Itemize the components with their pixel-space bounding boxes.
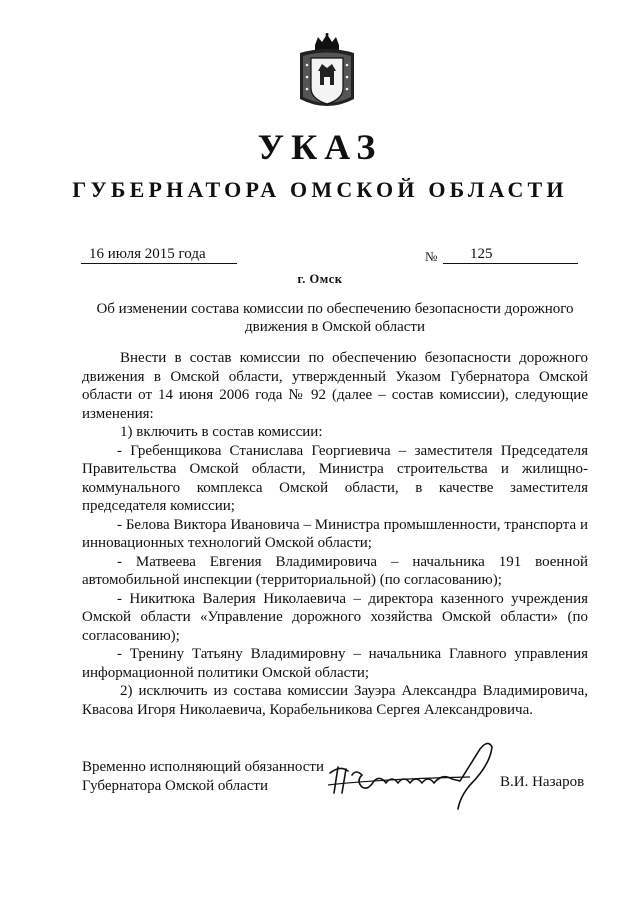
body-paragraph: 1) включить в состав комиссии: — [120, 424, 323, 440]
document-number: 125 — [470, 246, 493, 262]
body-paragraph: Внести в состав комиссии по обеспечению безопасности дорожного движения в Омской области, утвержденный Указом Губернатора Омской области от 14 июня 2006 года № 92 (далее – состав комиссии), следующие изменения: — [82, 350, 588, 422]
signatory-name: В.И. Назаров — [500, 774, 585, 790]
signatory-title — [82, 758, 324, 796]
body-paragraph: - Белова Виктора Ивановича – Министра промышленности, транспорта и инновационных технологий Омской области; — [82, 516, 588, 551]
document-subtitle: ГУБЕРНАТОРА ОМСКОЙ ОБЛАСТИ — [72, 177, 568, 202]
number-field — [443, 246, 578, 264]
document-title: УКАЗ — [257, 127, 383, 167]
document-body — [82, 349, 588, 719]
document-date: 16 июля 2015 года — [89, 246, 206, 262]
body-paragraph: - Гребенщикова Станислава Георгиевича – заместителя Председателя Правительства Омской области, Министра строительства и жилищно-коммунального комплекса Омской области, в качестве заместителя председателя комиссии; — [82, 442, 588, 514]
date-field — [81, 246, 237, 264]
document-subject: Об изменении состава комиссии по обеспечению безопасности дорожного движения в Омской области — [96, 301, 574, 335]
body-paragraph: - Никитюка Валерия Николаевича – директора казенного учреждения Омской области «Управление дорожного хозяйства Омской области» (по согласованию); — [82, 590, 588, 644]
handwritten-signature — [320, 735, 505, 815]
omsk-region-coat-of-arms-icon — [296, 33, 358, 113]
body-paragraph: - Матвеева Евгения Владимировича – начальника 191 военной автомобильной инспекции (территориальной) (по согласованию); — [82, 553, 588, 588]
signatory-title-line: Временно исполняющий обязанности — [82, 759, 325, 775]
number-label: № — [425, 249, 438, 264]
signatory-title-line: Губернатора Омской области — [82, 778, 268, 794]
body-paragraph: - Тренину Татьяну Владимировну – начальника Главного управления информационной политики Омской области; — [82, 646, 588, 681]
city-label: г. Омск — [297, 272, 343, 286]
body-paragraph: 2) исключить из состава комиссии Зауэра Александра Владимировича, Квасова Игоря Николаевича, Корабельникова Сергея Александровича. — [82, 683, 588, 718]
